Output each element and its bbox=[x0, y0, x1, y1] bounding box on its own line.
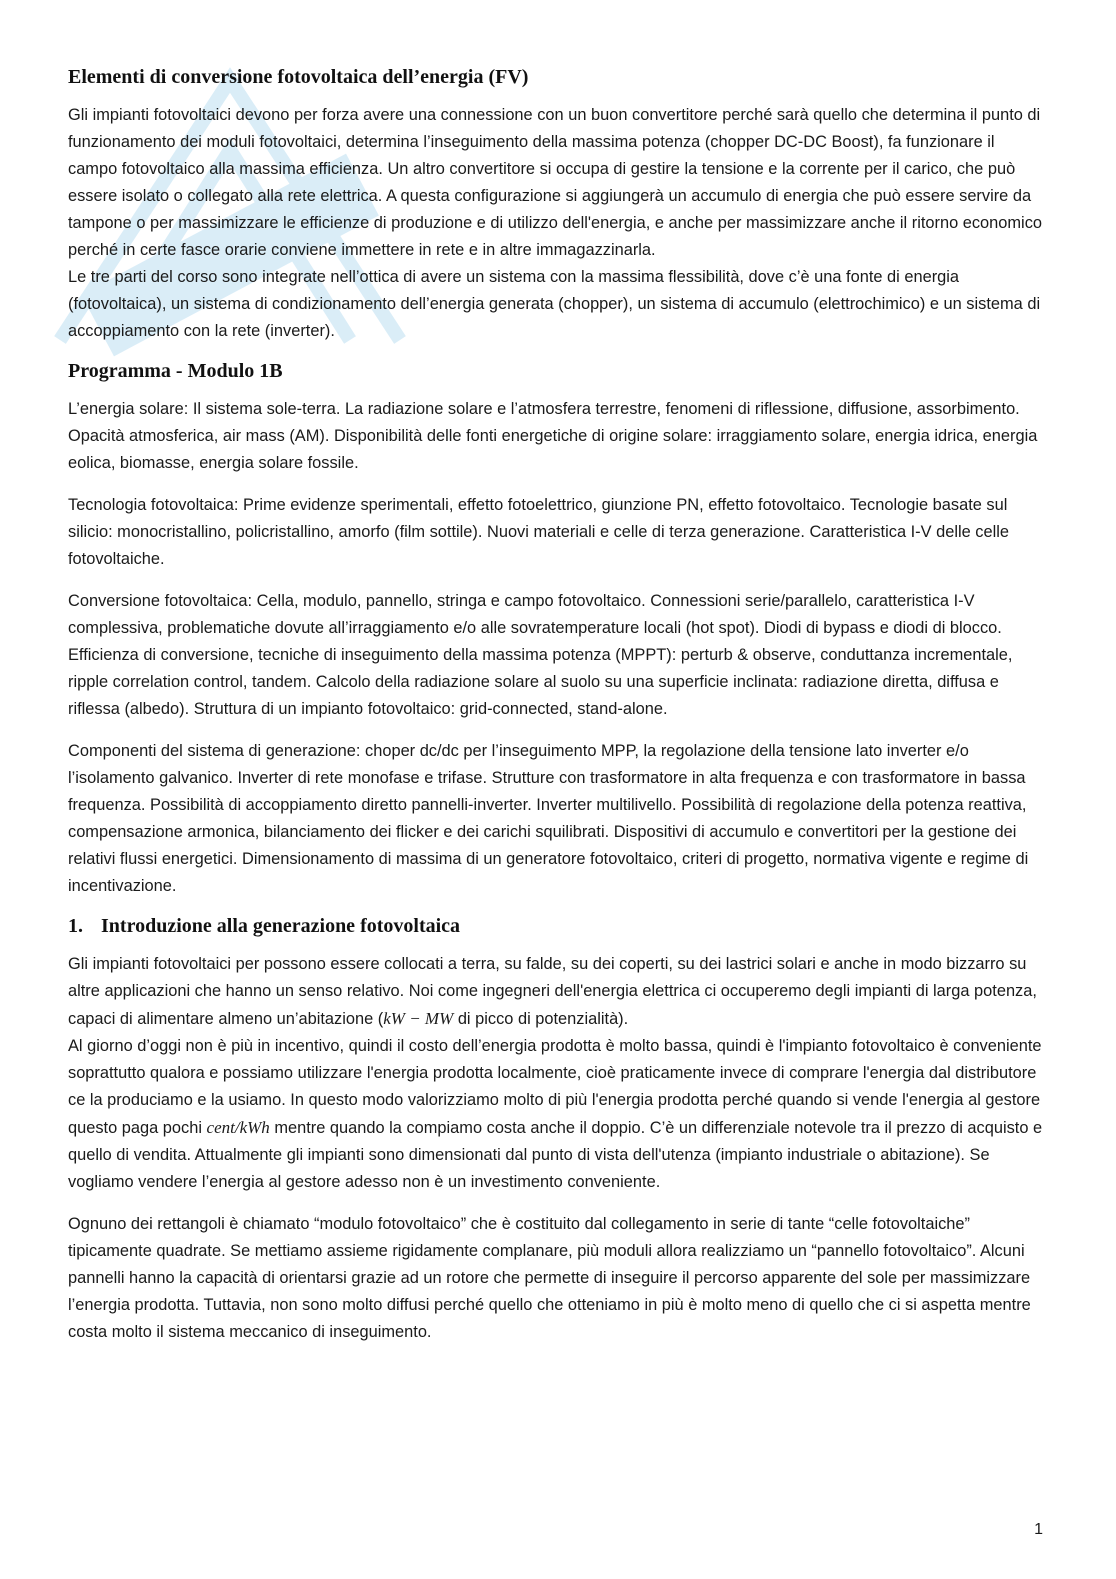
document-page bbox=[68, 66, 1048, 1361]
paragraph-text: Al giorno d’oggi non è più in incentivo, quindi il costo dell’energia prodotta è molto bassa, quindi è l'impianto fotovoltaico è conveniente soprattutto qualora e possiamo utilizzare l'energia prodotta localmente, cioè praticamente invece di comprare l'energia dal distributore ce la produciamo e la usiamo. In questo modo valorizziamo molto di più l'energia prodotta perché quando si vende l'energia al gestore questo paga pochi bbox=[68, 1037, 1042, 1137]
section-1-number: 1. bbox=[68, 915, 83, 937]
section-1-paragraph-2 bbox=[68, 1033, 1048, 1196]
intro-paragraph-2: Le tre parti del corso sono integrate nell’ottica di avere un sistema con la massima flessibilità, dove c’è una fonte di energia (fotovoltaica), un sistema di condizionamento dell’energia generata (chopper), un sistema di accumulo (elettrochimico) e un sistema di accoppiamento con la rete (inverter). bbox=[68, 268, 1041, 340]
math-unit-cent-kwh: cent/kWh bbox=[206, 1118, 270, 1137]
intro-paragraph-1: Gli impianti fotovoltaici devono per forza avere una connessione con un buon convertitore perché sarà quello che determina il punto di funzionamento dei moduli fotovoltaici, determina l’inseguimento della massima potenza (chopper DC-DC Boost), fa funzionare il campo fotovoltaico alla massima efficienza. Un altro convertitore si occupa di gestire la tensione e la corrente per il carico, che può essere isolato o collegato alla rete elettrica. A questa configurazione si aggiungerà un accumulo di energia che può essere servire da tampone o per massimizzare le efficienze di produzione e di utilizzo dell'energia, e anche per massimizzare anche il ritorno economico perché in certe fasce orarie conviene immettere in rete e in altre immagazzinarla. bbox=[68, 106, 1043, 259]
section-1-paragraph-1 bbox=[68, 951, 1048, 1033]
program-paragraph-pv-technology: Tecnologia fotovoltaica: Prime evidenze sperimentali, effetto fotoelettrico, giunzione PN, effetto fotovoltaico. Tecnologie basate sul silicio: monocristallino, policristallino, amorfo (film sottile). Nuovi materiali e celle di terza generazione. Caratteristica I-V delle celle fotovoltaiche. bbox=[68, 496, 1010, 568]
paragraph-text: mentre quando la compiamo costa anche il doppio. C’è un differenziale notevole tra il prezzo di acquisto e quello di vendita. Attualmente gli impianti sono dimensionati dal punto di vista dell'utenza (impianto industriale o abitazione). Se vogliamo vendere l’energia al gestore adesso non è un investimento conveniente. bbox=[68, 1119, 1043, 1191]
program-paragraph-solar-energy: L’energia solare: Il sistema sole-terra. La radiazione solare e l’atmosfera terrestre, fenomeni di riflessione, diffusione, assorbimento. Opacità atmosferica, air mass (AM). Disponibilità delle fonti energetiche di origine solare: irraggiamento solare, energia idrica, energia eolica, biomasse, energia solare fossile. bbox=[68, 400, 1038, 472]
paragraph-text: Gli impianti fotovoltaici per possono essere collocati a terra, su falde, su dei coperti, su dei lastrici solari e anche in modo bizzarro su altre applicazioni che hanno un senso relativo. Noi come ingegneri dell'energia elettrica ci occuperemo degli impianti di larga potenza, capaci di alimentare almeno un’abitazione ( bbox=[68, 955, 1037, 1028]
page-number: 1 bbox=[1034, 1521, 1043, 1538]
section-1-heading bbox=[68, 915, 1048, 938]
math-power-range: kW − MW bbox=[383, 1009, 454, 1028]
program-paragraph-pv-conversion: Conversione fotovoltaica: Cella, modulo, pannello, stringa e campo fotovoltaico. Connessioni serie/parallelo, caratteristica I-V complessiva, problematiche dovute all’irraggiamento e/o alle sovratemperature locali (hot spot). Diodi di bypass e diodi di blocco. Efficienza di conversione, tecniche di inseguimento della massima potenza (MPPT): perturb & observe, conduttanza incrementale, ripple correlation control, tandem. Calcolo della radiazione solare al suolo su una superficie inclinata: radiazione diretta, diffusa e riflessa (albedo). Struttura di un impianto fotovoltaico: grid-connected, stand-alone. bbox=[68, 592, 1013, 718]
program-paragraph-components: Componenti del sistema di generazione: choper dc/dc per l’inseguimento MPP, la regolazione della tensione lato inverter e/o l’isolamento galvanico. Inverter di rete monofase e trifase. Strutture con trasformatore in alta frequenza e con trasformatore in bassa frequenza. Possibilità di accoppiamento diretto pannelli-inverter. Inverter multilivello. Possibilità di regolazione della potenza reattiva, compensazione armonica, bilanciamento dei flicker e dei carichi squilibrati. Dispositivi di accumulo e convertitori per la gestione dei relativi flussi energetici. Dimensionamento di massima di un generatore fotovoltaico, criteri di progetto, normativa vigente e regime di incentivazione. bbox=[68, 742, 1029, 895]
document-title: Elementi di conversione fotovoltaica dell’energia (FV) bbox=[68, 66, 529, 88]
paragraph-text: di picco di potenzialità). bbox=[453, 1010, 629, 1028]
section-1-title: Introduzione alla generazione fotovoltaica bbox=[101, 915, 461, 937]
program-heading: Programma - Modulo 1B bbox=[68, 360, 283, 382]
section-1-paragraph-3: Ognuno dei rettangoli è chiamato “modulo fotovoltaico” che è costituito dal collegamento in serie di tante “celle fotovoltaiche” tipicamente quadrate. Se mettiamo assieme rigidamente complanare, più moduli allora realizziamo un “pannello fotovoltaico”. Alcuni pannelli hanno la capacità di orientarsi grazie ad un rotore che permette di inseguire il percorso apparente del sole per massimizzare l’energia prodotta. Tuttavia, non sono molto diffusi perché quello che otteniamo in più è molto meno di quello che ci si aspetta mentre costa molto il sistema meccanico di inseguimento. bbox=[68, 1215, 1031, 1341]
